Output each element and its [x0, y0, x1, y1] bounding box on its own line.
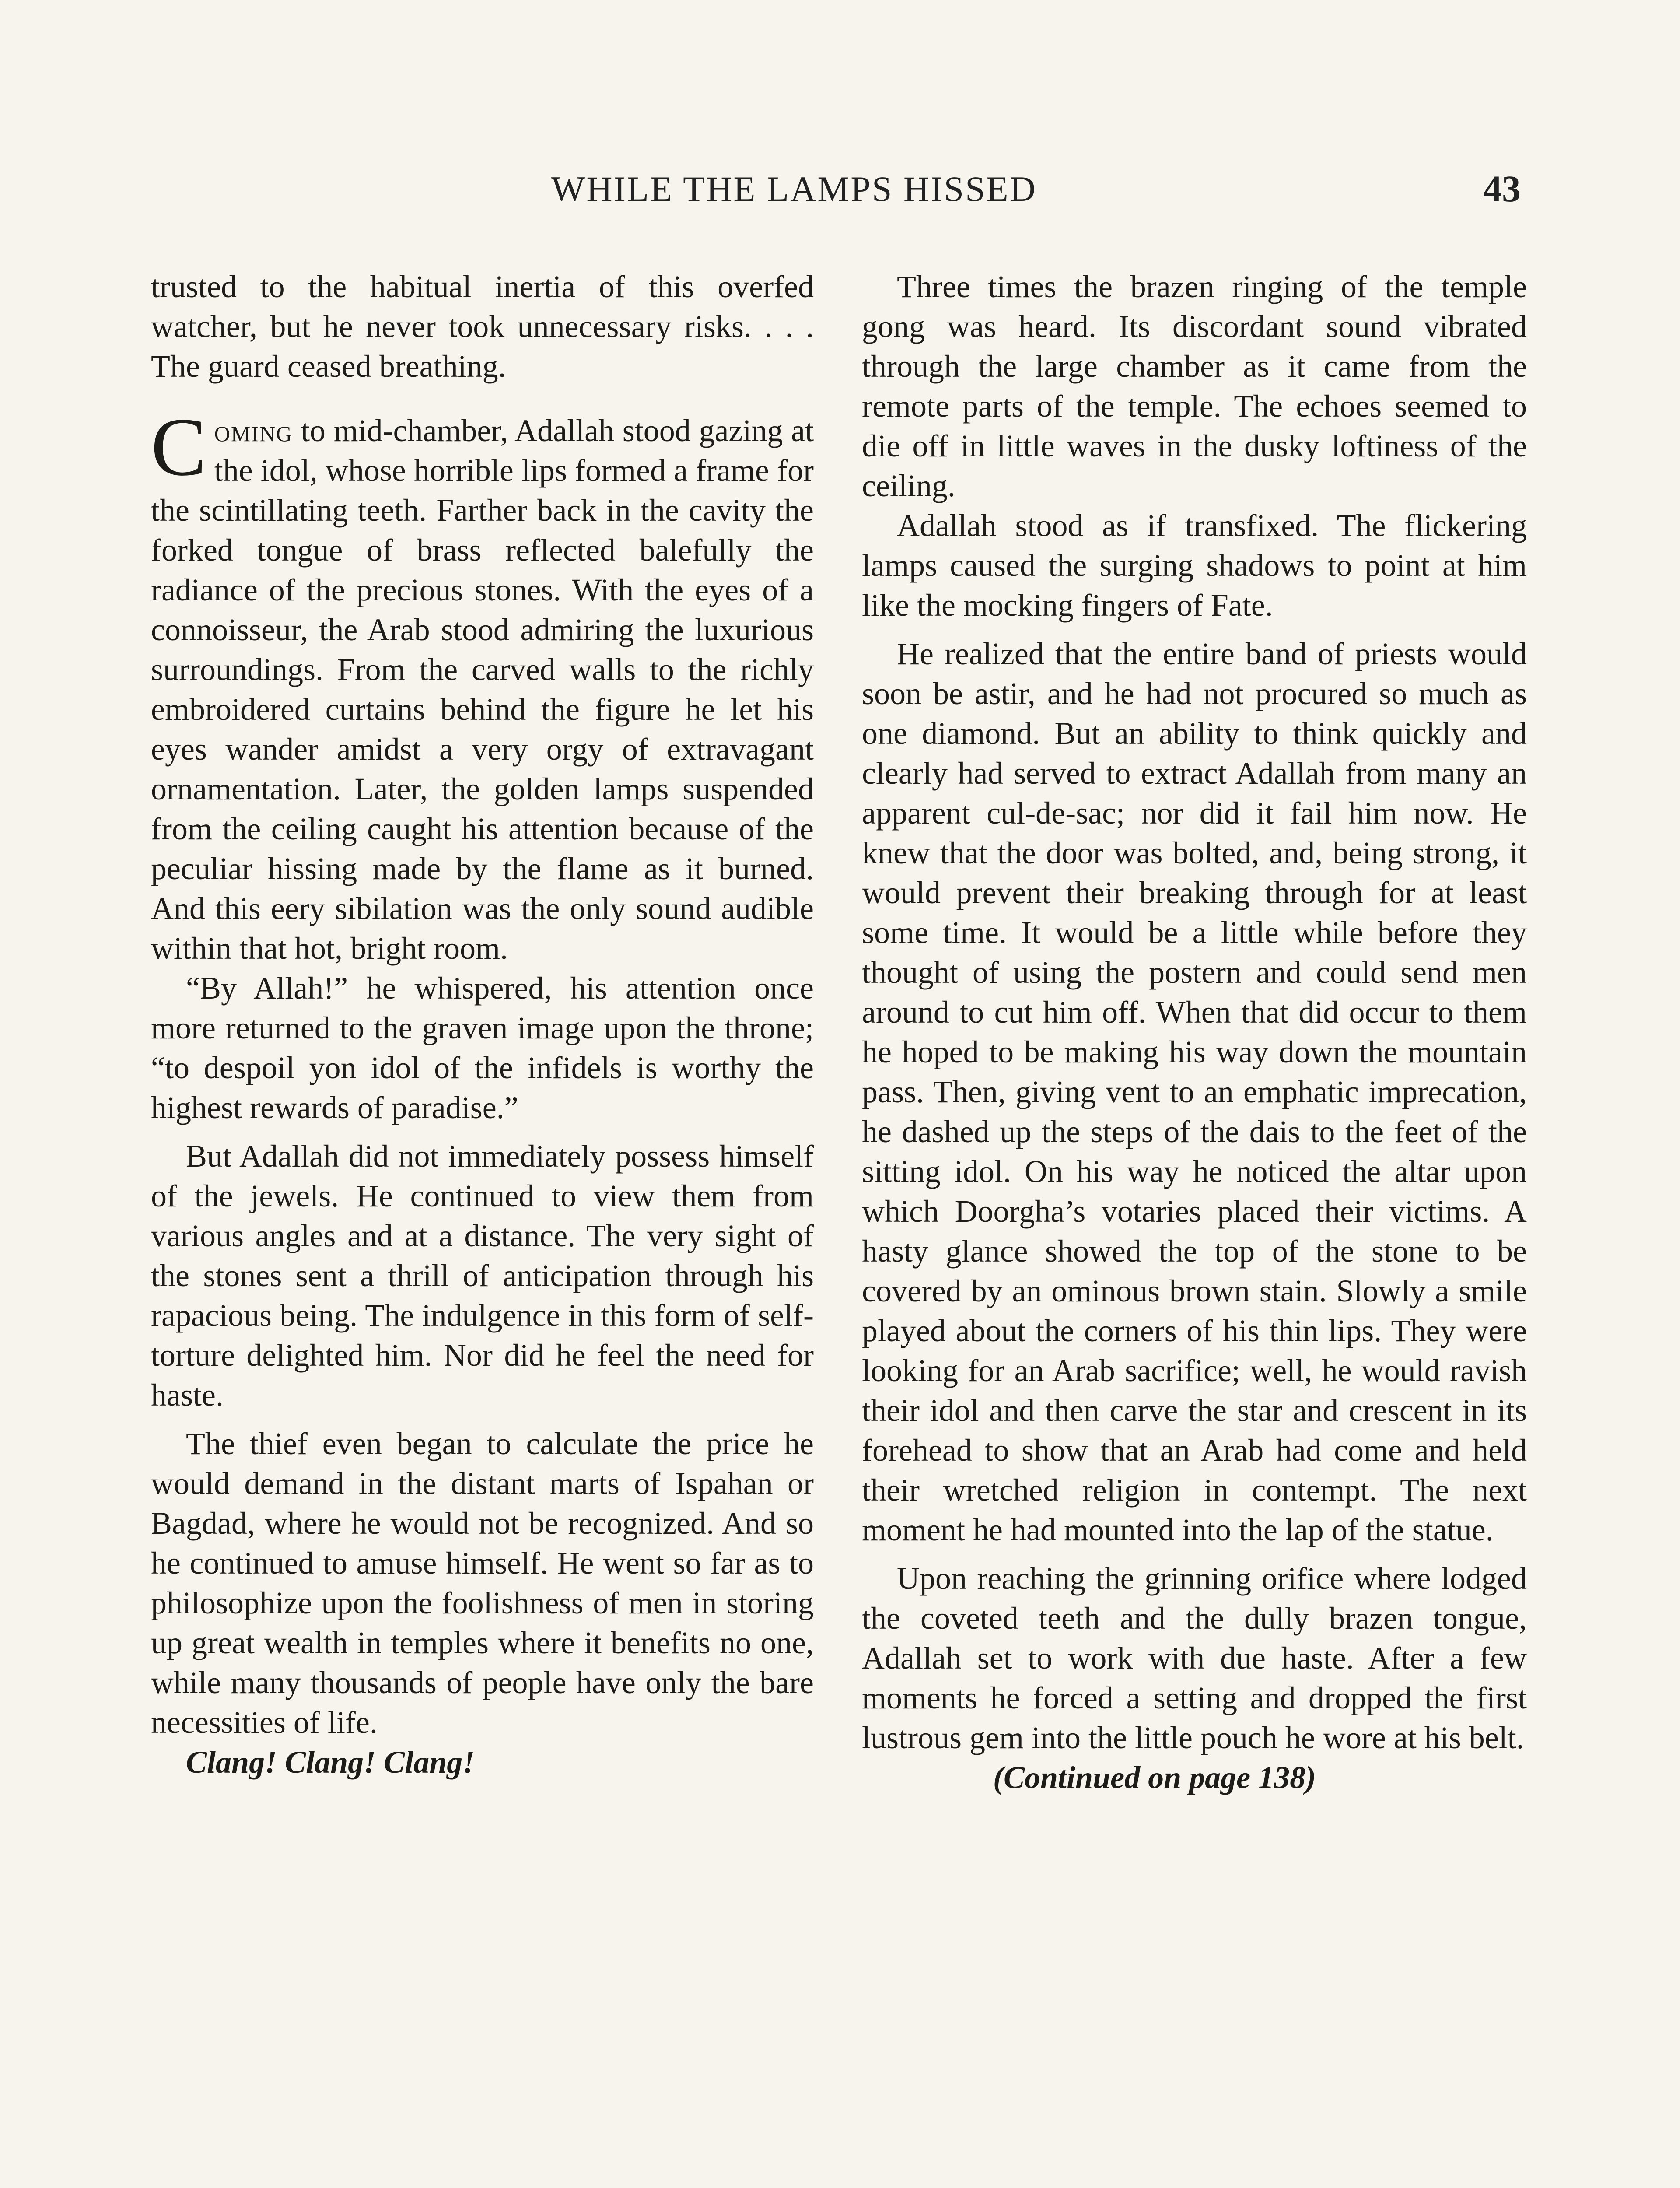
paragraph: Upon reaching the grinning orifice where lodged the coveted teeth and the dully brazen tongue, Adallah set to work with due haste. After a few moments he forced a setting and dropped the first lustrous gem into the little pouch he wore at his belt.: [862, 1561, 1527, 1755]
gong-sound-line: Clang! Clang! Clang!: [186, 1745, 475, 1780]
paragraph: He realized that the entire band of priests would soon be astir, and he had not procured so much as one diamond. But an ability to think quickly and clearly had served to extract Adallah from many an apparent cul-de-sac; nor did it fail him now. He knew that the door was bolted, and, being strong, it would prevent their breaking through for at least some time. It would be a little while before they thought of using the postern and could send men around to cut him off. When that did occur to them he hoped to be making his way down the mountain pass. Then, giving vent to an emphatic imprecation, he dashed up the steps of the dais to the feet of the sitting idol. On his way he noticed the altar upon which Doorgha’s votaries placed their victims. A hasty glance showed the top of the stone to be covered by an ominous brown stain. Slowly a smile played about the corners of his thin lips. They were looking for an Arab sacrifice; well, he would ravish their idol and then carve the star and crescent in its forehead to show that an Arab had come and held their wretched religion in contempt. The next moment he had mounted into the lap of the statue.: [862, 636, 1527, 1547]
paragraph: trusted to the habitual inertia of this overfed watcher, but he never took unnecessary risks. . . . The guard ceased breathing.: [151, 269, 814, 384]
paragraph-dropcap: [151, 401, 814, 968]
paragraph: “By Allah!” he whispered, his attention once more returned to the graven image upon the throne; “to despoil yon idol of the infidels is worthy the highest rewards of paradise.”: [151, 971, 814, 1125]
left-column: [151, 267, 814, 1782]
paragraph: Three times the brazen ringing of the temple gong was heard. Its discordant sound vibrated through the large chamber as it came from the remote parts of the temple. The echoes seemed to die off in little waves in the dusky loftiness of the ceiling.: [862, 269, 1527, 503]
running-header: [0, 168, 1680, 221]
page-number: 43: [1483, 168, 1521, 210]
small-caps-lead: oming: [214, 413, 293, 448]
paragraph: Adallah stood as if transfixed. The flickering lamps caused the surging shadows to point at him like the mocking fingers of Fate.: [862, 508, 1527, 623]
continued-note: (Continued on page 138): [993, 1760, 1316, 1795]
paragraph: But Adallah did not immediately possess himself of the jewels. He continued to view them from various angles and at a distance. The very sight of the stones sent a thrill of anticipation through his rapacious being. The indulgence in this form of self-torture delighted him. Nor did he feel the need for haste.: [151, 1139, 814, 1413]
paragraph-text: to mid-chamber, Adallah stood gazing at the idol, whose horrible lips formed a frame for the scintillating teeth. Farther back in the cavity the forked tongue of brass reflected balefully the radiance of the precious stones. With the eyes of a connoisseur, the Arab stood admiring the luxurious surroundings. From the carved walls to the richly embroidered curtains behind the figure he let his eyes wander amidst a very orgy of extravagant ornamentation. Later, the golden lamps suspended from the ceiling caught his attention because of the peculiar hissing made by the flame as it burned. And this eery sibilation was the only sound audible within that hot, bright room.: [151, 413, 814, 966]
running-title: WHILE THE LAMPS HISSED: [551, 169, 1037, 209]
right-column: [862, 267, 1527, 1798]
drop-cap: C: [151, 401, 206, 493]
paragraph: The thief even began to calculate the price he would demand in the distant marts of Ispahan or Bagdad, where he would not be recognized. And so he continued to amuse himself. He went so far as to philosophize upon the foolishness of men in storing up great wealth in temples where it benefits no one, while many thousands of people have only the bare necessities of life.: [151, 1426, 814, 1740]
